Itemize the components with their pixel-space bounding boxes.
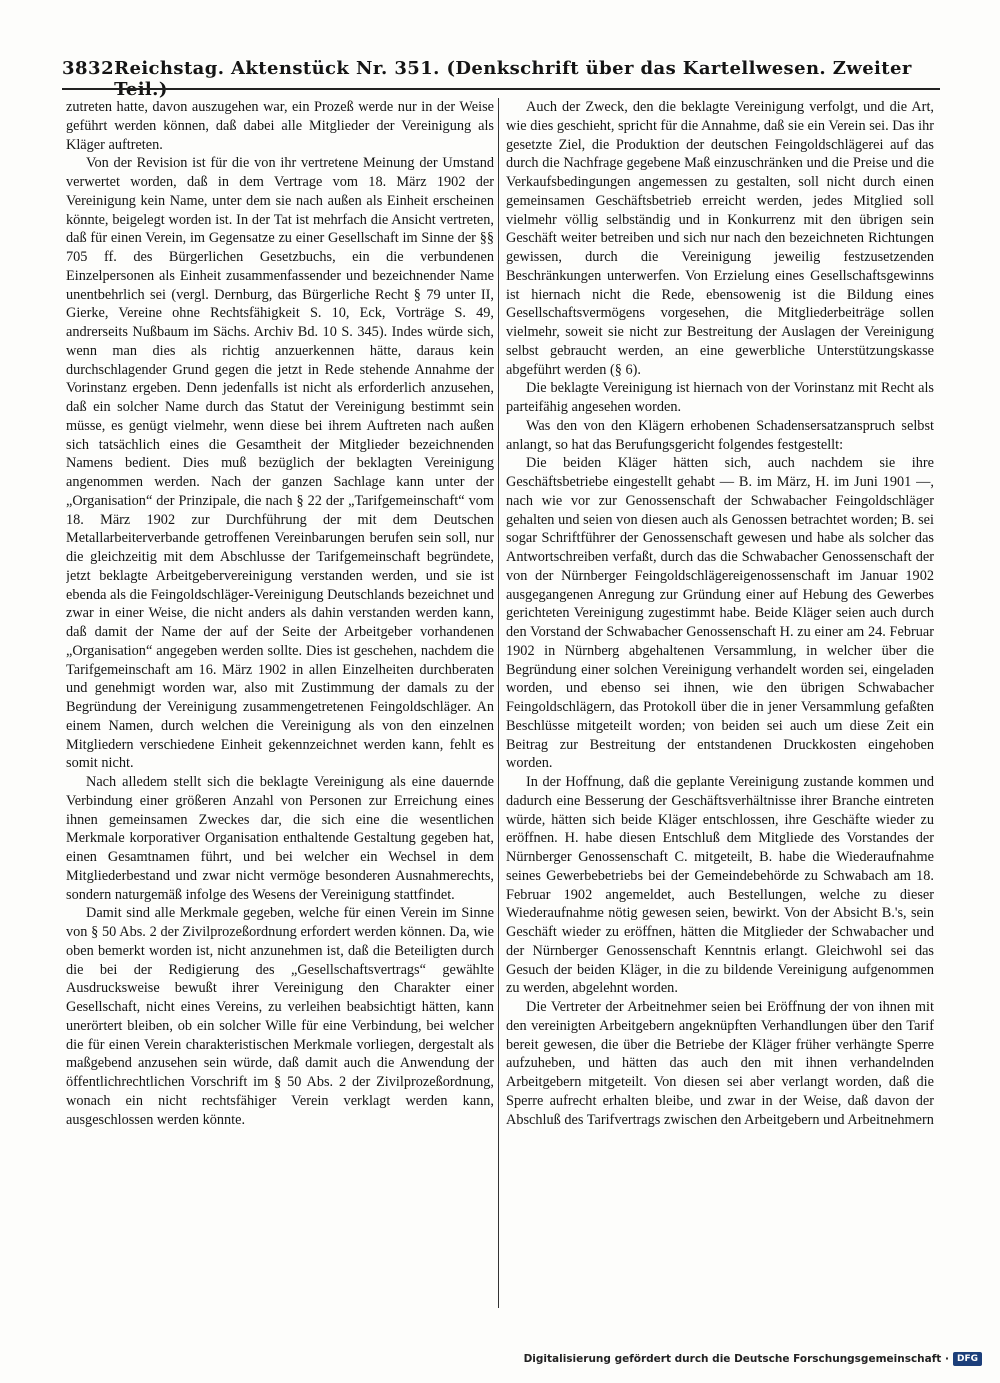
column-divider bbox=[498, 98, 499, 1308]
paragraph: Was den von den Klägern erhobenen Schadensersatzanspruch selbst anlangt, so hat das Berufungsgericht folgendes festgestellt: bbox=[506, 417, 934, 453]
page-header bbox=[62, 58, 940, 100]
header-rule bbox=[62, 88, 940, 90]
dfg-logo-icon: DFG bbox=[953, 1352, 982, 1366]
paragraph: Damit sind alle Merkmale gegeben, welche für einen Verein im Sinne von § 50 Abs. 2 der Zivilprozeßordnung erfordert werden können. Da, wie oben bemerkt worden ist, nicht anzunehmen ist, daß die Beteiligten durch die bei der Redigierung des „Gesellschaftsvertrags“ gewählte Ausdrucksweise bewußt ihrer Vereinigung den Charakter einer Gesellschaft, nicht eines Vereins, zu verleihen beabsichtigt hätten, kann unerörtert bleiben, ob ein solcher Wille für eine Verbindung, bei welcher die für einen Verein charakteristischen Merkmale vorliegen, dergestalt als maßgebend anzusehen sein würde, daß damit auch die Anwendung der öffentlichrechtlichen Vorschrift im § 50 Abs. 2 der Zivilprozeßordnung, wonach ein nicht rechtsfähiger Verein verklagt werden kann, ausgeschlossen werden könnte. bbox=[66, 905, 494, 1128]
paragraph: Die beklagte Vereinigung ist hiernach von der Vorinstanz mit Recht als parteifähig angesehen worden. bbox=[506, 380, 934, 415]
page-number: 3832 bbox=[62, 58, 115, 79]
paragraph: Nach alledem stellt sich die beklagte Vereinigung als eine dauernde Verbindung einer größeren Anzahl von Personen zur Erreichung eines ihnen gemeinsamen Zweckes dar, die sich eine die wesentlichen Merkmale korporativer Organisation enthaltende Gestaltung gegeben hat, einen Gesamtnamen führt, und bei welcher ein Wechsel in dem Mitgliederbestand und zwar nicht vermöge besonderen Ausnahmerechts, sondern naturgemäß infolge des Wesens der Vereinigung stattfindet. bbox=[66, 774, 494, 903]
paragraph: zutreten hatte, davon auszugehen war, ein Prozeß werde nur in der Weise geführt werden können, daß dabei alle Mitglieder der Vereinigung als Kläger auftreten. bbox=[66, 99, 494, 153]
running-title: Reichstag. Aktenstück Nr. 351. (Denkschrift über das Kartellwesen. Zweiter Teil.) bbox=[114, 58, 912, 100]
paragraph: Von der Revision ist für die von ihr vertretene Meinung der Umstand verwertet worden, daß in dem Vertrage vom 18. März 1902 der Vereinigung kein Name, unter dem sie nach außen als Einheit erscheinen könnte, beigelegt worden ist. In der Tat ist mehrfach die Ansicht vertreten, daß für einen Verein, im Gegensatze zu einer Gesellschaft im Sinne der §§ 705 ff. des Bürgerlichen Gesetzbuchs, ein die verbundenen Einzelpersonen als Einheit zusammenfassender und bezeichnender Name unentbehrlich sei (vergl. Dernburg, das Bürgerliche Recht § 79 unter II, Gierke, Vereine ohne Rechtsfähigkeit S. 10, Eck, Vorträge S. 49, andrerseits Nußbaum im Sächs. Archiv Bd. 10 S. 345). Indes würde sich, wenn man dies als richtig anzuerkennen hätte, daraus kein durchschlagender Grund gegen die jetzt in Rede stehende Annahme der Vorinstanz ergeben. Denn jedenfalls ist nicht als erforderlich anzusehen, daß ein solcher Name durch das Statut der Vereinigung bestimmt sein müsse, es genügt vielmehr, wenn diese bei ihrem Auftreten nach außen sich tatsächlich eines die Gesamtheit der Mitglieder bezeichnenden Namens bedient. Dies muß bezüglich der beklagten Vereinigung angenommen werden. Nach der ganzen Sachlage kann unter der „Organisation“ der Prinzipale, die nach § 22 der „Tarifgemeinschaft“ vom 18. März 1902 zur Durchführung der mit dem Deutschen Metallarbeiterverbande getroffenen Vereinbarungen berufen sein soll, nur die gleichzeitig mit dem Abschlusse der Tarifgemeinschaft begründete, jetzt beklagte Arbeitgebervereinigung verstanden werden, und sie ist ebenda als die Feingoldschläger-Vereinigung Deutschlands bezeichnet und zwar in einer Weise, die nicht anders als dahin verstanden werden kann, daß damit der Name der auf der Seite der Arbeitgeber vorhandenen „Organisation“ angegeben werden sollte. Dies ist geschehen, nachdem die Tarifgemeinschaft am 16. März 1902 in allen Einzelheiten durchberaten und genehmigt worden war, also mit Zustimmung der damals zu der Begründung der Vereinigung zusammengetretenen Feingoldschläger. An einem Namen, durch welchen die Vereinigung als von den einzelnen Mitgliedern verschiedene Einheit gekennzeichnet werden kann, fehlt es somit nicht. bbox=[66, 155, 494, 772]
paragraph: Die Vertreter der Arbeitnehmer seien bei Eröffnung der von ihnen mit den vereinigten Arbeitgebern angeknüpften Verhandlungen über den Tarif bereit gewesen, die über die Betriebe der Kläger früher verhängte Sperre aufzuheben, und hätten das auch den mit ihnen verhandelnden Arbeitgebern mitgeteilt. Von diesen sei aber verlangt worden, daß die Sperre aufrecht erhalten bleibe, und zwar in der Weise, daß davon der Abschluß des Tarifvertrags zwischen den Arbeitgebern und Arbeitnehmern bbox=[506, 999, 934, 1128]
paragraph: Die beiden Kläger hätten sich, auch nachdem sie ihre Geschäftsbetriebe eingestellt gehabt — B. im März, H. im Juni 1901 —, nach wie vor zur Genossenschaft der Schwabacher Feingoldschläger gehalten und seien von diesen auch als Genossen betrachtet worden; B. sei sogar Schriftführer der Genossenschaft gewesen und habe als solcher das Antwortschreiben verfaßt, durch das die Schwabacher Genossenschaft der von der Nürnberger Feingoldschlägereigenossenschaft im Januar 1902 ausgegangenen Anregung zur Gründung einer auf Hebung des Gewerbes gerichteten Vereinigung zugestimmt habe. Beide Kläger seien auch durch den Vorstand der Schwabacher Genossenschaft H. zu einer am 24. Februar 1902 in Nürnberg abgehaltenen Versammlung, in welcher über die Begründung einer solchen Vereinigung verhandelt worden sei, eingeladen worden, und ebenso sei ihnen, wie den übrigen Schwabacher Feingoldschlägern, das Protokoll über die in jener Versammlung gefaßten Beschlüsse mitgeteilt worden; von beiden sei auch um diese Zeit ein Beitrag zur Bestreitung der entstandenen Druckkosten eingehoben worden. bbox=[506, 455, 934, 772]
right-column bbox=[506, 98, 934, 1313]
footer-text: Digitalisierung gefördert durch die Deutsche Forschungsgemeinschaft · bbox=[523, 1353, 949, 1365]
paragraph: Auch der Zweck, den die beklagte Vereinigung verfolgt, und die Art, wie dies geschieht, spricht für die Annahme, daß sie ein Verein sei. Das ihr gesetzte Ziel, die Produktion der deutschen Feingoldschlägerei auf das durch die Nachfrage gegebene Maß einzuschränken und die Preise und die Verkaufsbedingungen angemessen zu gestalten, soll nicht durch einen gemeinsamen Geschäftsbetrieb erreicht werden, jedes Mitglied soll vielmehr völlig selbständig und in Konkurrenz mit den übrigen sein Geschäft weiter betreiben und sich nur nach den bezeichneten Richtungen gewissen, durch die Vereinigung jeweilig festzusetzenden Beschränkungen unterwerfen. Von Erzielung eines Gesellschaftsgewinns ist hiernach nicht die Rede, ebensowenig ist die Bildung eines Gesellschaftsvermögens vorgesehen, die Mitgliederbeiträge sollen vielmehr, soweit sie nicht zur Bestreitung der Auslagen der Vereinigung selbst gebraucht werden, an eine gewerbliche Unterstützungskasse abgeführt werden (§ 6). bbox=[506, 99, 934, 378]
digitization-footer bbox=[524, 1349, 982, 1369]
paragraph: In der Hoffnung, daß die geplante Vereinigung zustande kommen und dadurch eine Besserung der Geschäftsverhältnisse ihrer Branche eintreten würde, hätten sich beide Kläger entschlossen, ihre Geschäfte wieder zu eröffnen. H. habe diesen Entschluß dem Mitgliede des Vorstandes der Nürnberger Genossenschaft C. mitgeteilt, B. habe die Wiederaufnahme seines Gewerbebetriebs bei der Gemeindebehörde zu Schwabach am 18. Februar 1902 angemeldet, auch Bestellungen, welche zu dieser Wiederaufnahme nötig gewesen seien, bewirkt. Von der Absicht B.'s, sein Geschäft wieder zu eröffnen, hätten die Mitglieder der Schwabacher und der Nürnberger Genossenschaft Kenntnis erlangt. Gleichwohl sei das Gesuch der beiden Kläger, in die zu bildende Vereinigung aufgenommen zu werden, abgelehnt worden. bbox=[506, 774, 934, 997]
left-column bbox=[66, 98, 494, 1313]
